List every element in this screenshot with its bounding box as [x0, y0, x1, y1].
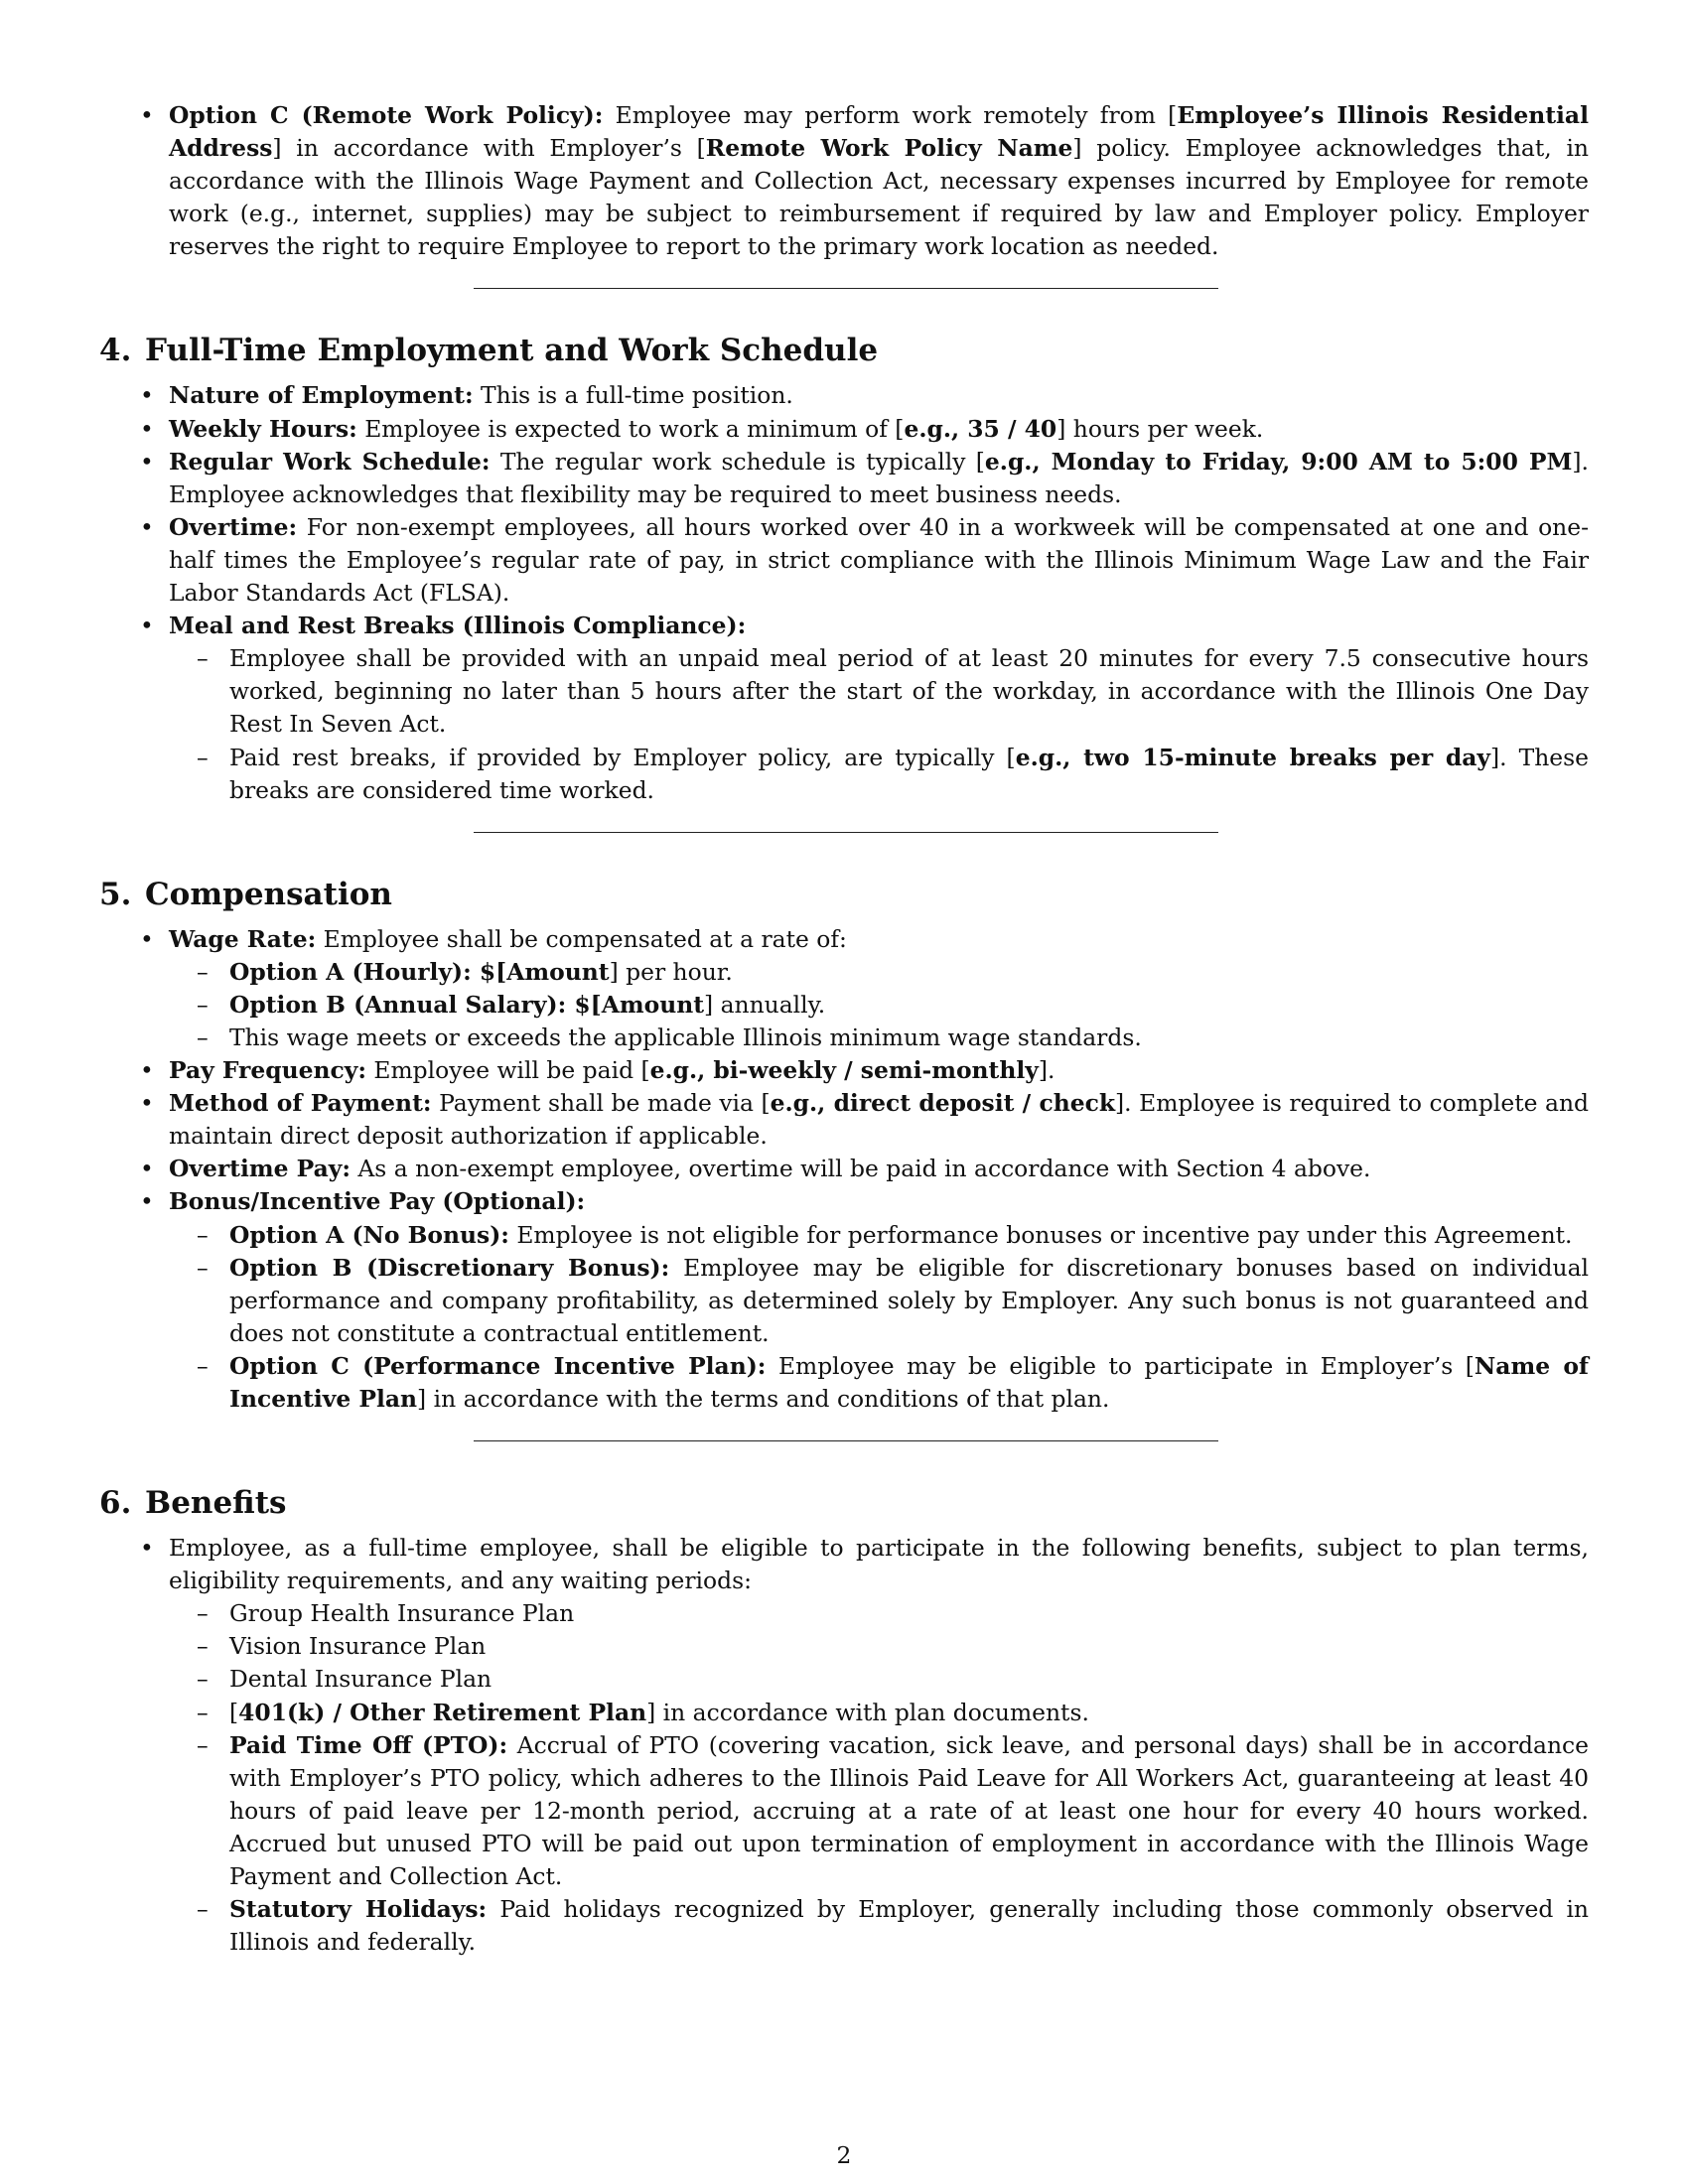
page-number: 2 [836, 2141, 852, 2169]
bonus-option-c: – Option C (Performance Incentive Plan): Employee may be eligible to participate in Employer’s [Name of Incentive Plan] in accordance with the terms and conditions of that plan. [169, 1350, 1589, 1416]
overtime-pay: • Overtime Pay: As a non-exempt employee, overtime will be paid in accordance with Section 4 above. [99, 1153, 1589, 1185]
rest-breaks: – Paid rest breaks, if provided by Employer policy, are typically [e.g., two 15-minute breaks per day]. These breaks are considered time worked. [169, 742, 1589, 807]
meal-rest-breaks: • Meal and Rest Breaks (Illinois Compliance): – Employee shall be provided with an unpaid meal period of at least 20 minutes for every 7.5 consecutive hours worked, beginning no later than 5 hours after the start of the workday, in accordance with the Illinois One Day Rest In Seven Act. – Paid rest breaks, if provided by Employer policy, are typically [e.g., two 15-minute breaks per day]. These breaks are considered time worked. [99, 610, 1589, 807]
section-5-list [99, 923, 1589, 1416]
method-of-payment: • Method of Payment: Payment shall be made via [e.g., direct deposit / check]. Employee is required to complete and maintain direct deposit authorization if applicable. [99, 1087, 1589, 1153]
regular-work-schedule: • Regular Work Schedule: The regular work schedule is typically [e.g., Monday to Friday, 9:00 AM to 5:00 PM]. Employee acknowledges that flexibility may be required to meet business needs. [99, 446, 1589, 511]
remote-option-list [99, 99, 1589, 263]
document-body [99, 99, 1589, 1959]
bonus-incentive-pay: • Bonus/Incentive Pay (Optional): – Option A (No Bonus): Employee is not eligible for performance bonuses or incentive pay under this Agreement. – Option B (Discretionary Bonus): Employee may be eligible for discretionary bonuses based on individual performance and company profitability, as determined solely by Employer. Any such bonus is not guaranteed and does not constitute a contractual entitlement. – Option C (Performance Incentive Plan): Employee may be eligible to participate in Employer’s [Name of Incentive Plan] in accordance with the terms and conditions of that plan. [99, 1185, 1589, 1416]
section-divider [474, 1440, 1218, 1441]
bonus-option-a: – Option A (No Bonus): Employee is not eligible for performance bonuses or incentive pay under this Agreement. [169, 1219, 1589, 1252]
section-6-heading: 6. Benefits [99, 1485, 287, 1522]
section-4-heading: 4. Full-Time Employment and Work Schedule [99, 333, 879, 369]
benefits-intro: • Employee, as a full-time employee, shall be eligible to participate in the following benefits, subject to plan terms, eligibility requirements, and any waiting periods: – Group Health Insurance Plan – Vision Insurance Plan – Dental Insurance Plan – [401(k) / Other Retirement Plan] in accordance with plan documents. – Paid Time Off (PTO): Accrual of PTO (covering vacation, sick leave, and personal days) shall be in accordance with Employer’s PTO policy, which adheres to the Illinois Paid Leave for All Workers Act, guaranteeing at least 40 hours of paid leave per 12-month period, accruing at a rate of at least one hour for every 40 hours worked. Accrued but unused PTO will be paid out upon termination of employment in accordance with the Illinois Wage Payment and Collection Act. – Statutory Holidays: Paid holidays recognized by Employer, generally including those commonly observed in Illinois and federally. [99, 1532, 1589, 1959]
section-divider [474, 832, 1218, 833]
section-divider [474, 288, 1218, 289]
section-5-heading: 5. Compensation [99, 876, 392, 912]
option-c-remote-work: • Option C (Remote Work Policy): Employee may perform work remotely from [Employee’s Illinois Residential Address] in accordance with Employer’s [Remote Work Policy Name] policy. Employee acknowledges that, in accordance with the Illinois Wage Payment and Collection Act, necessary expenses incurred by Employee for remote work (e.g., internet, supplies) may be subject to reimbursement if required by law and Employer policy. Employer reserves the right to require Employee to report to the primary work location as needed. [99, 99, 1589, 263]
benefit-vision: – Vision Insurance Plan [169, 1630, 1589, 1663]
benefit-dental: – Dental Insurance Plan [169, 1663, 1589, 1696]
pay-frequency: • Pay Frequency: Employee will be paid [e.g., bi-weekly / semi-monthly]. [99, 1054, 1589, 1087]
bonus-option-b: – Option B (Discretionary Bonus): Employee may be eligible for discretionary bonuses based on individual performance and company profitability, as determined solely by Employer. Any such bonus is not guaranteed and does not constitute a contractual entitlement. [169, 1252, 1589, 1350]
benefit-retirement: – [401(k) / Other Retirement Plan] in accordance with plan documents. [169, 1697, 1589, 1729]
wage-meets-minimum: – This wage meets or exceeds the applicable Illinois minimum wage standards. [169, 1022, 1589, 1054]
section-4-list [99, 379, 1589, 806]
wage-option-b: – Option B (Annual Salary): $[Amount] annually. [169, 989, 1589, 1022]
wage-option-a: – Option A (Hourly): $[Amount] per hour. [169, 956, 1589, 989]
section-6-list [99, 1532, 1589, 1959]
benefit-holidays: – Statutory Holidays: Paid holidays recognized by Employer, generally including those commonly observed in Illinois and federally. [169, 1893, 1589, 1959]
nature-of-employment: • Nature of Employment: This is a full-time position. [99, 379, 1589, 412]
wage-rate: • Wage Rate: Employee shall be compensated at a rate of: – Option A (Hourly): $[Amount] per hour. – Option B (Annual Salary): $[Amount] annually. – This wage meets or exceeds the applicable Illinois minimum wage standards. [99, 923, 1589, 1054]
benefit-pto: – Paid Time Off (PTO): Accrual of PTO (covering vacation, sick leave, and personal days) shall be in accordance with Employer’s PTO policy, which adheres to the Illinois Paid Leave for All Workers Act, guaranteeing at least 40 hours of paid leave per 12-month period, accruing at a rate of at least one hour for every 40 hours worked. Accrued but unused PTO will be paid out upon termination of employment in accordance with the Illinois Wage Payment and Collection Act. [169, 1729, 1589, 1893]
weekly-hours: • Weekly Hours: Employee is expected to work a minimum of [e.g., 35 / 40] hours per week. [99, 413, 1589, 446]
benefit-health: – Group Health Insurance Plan [169, 1597, 1589, 1630]
overtime: • Overtime: For non-exempt employees, all hours worked over 40 in a workweek will be compensated at one and one-half times the Employee’s regular rate of pay, in strict compliance with the Illinois Minimum Wage Law and the Fair Labor Standards Act (FLSA). [99, 511, 1589, 610]
meal-period: – Employee shall be provided with an unpaid meal period of at least 20 minutes for every 7.5 consecutive hours worked, beginning no later than 5 hours after the start of the workday, in accordance with the Illinois One Day Rest In Seven Act. [169, 642, 1589, 741]
